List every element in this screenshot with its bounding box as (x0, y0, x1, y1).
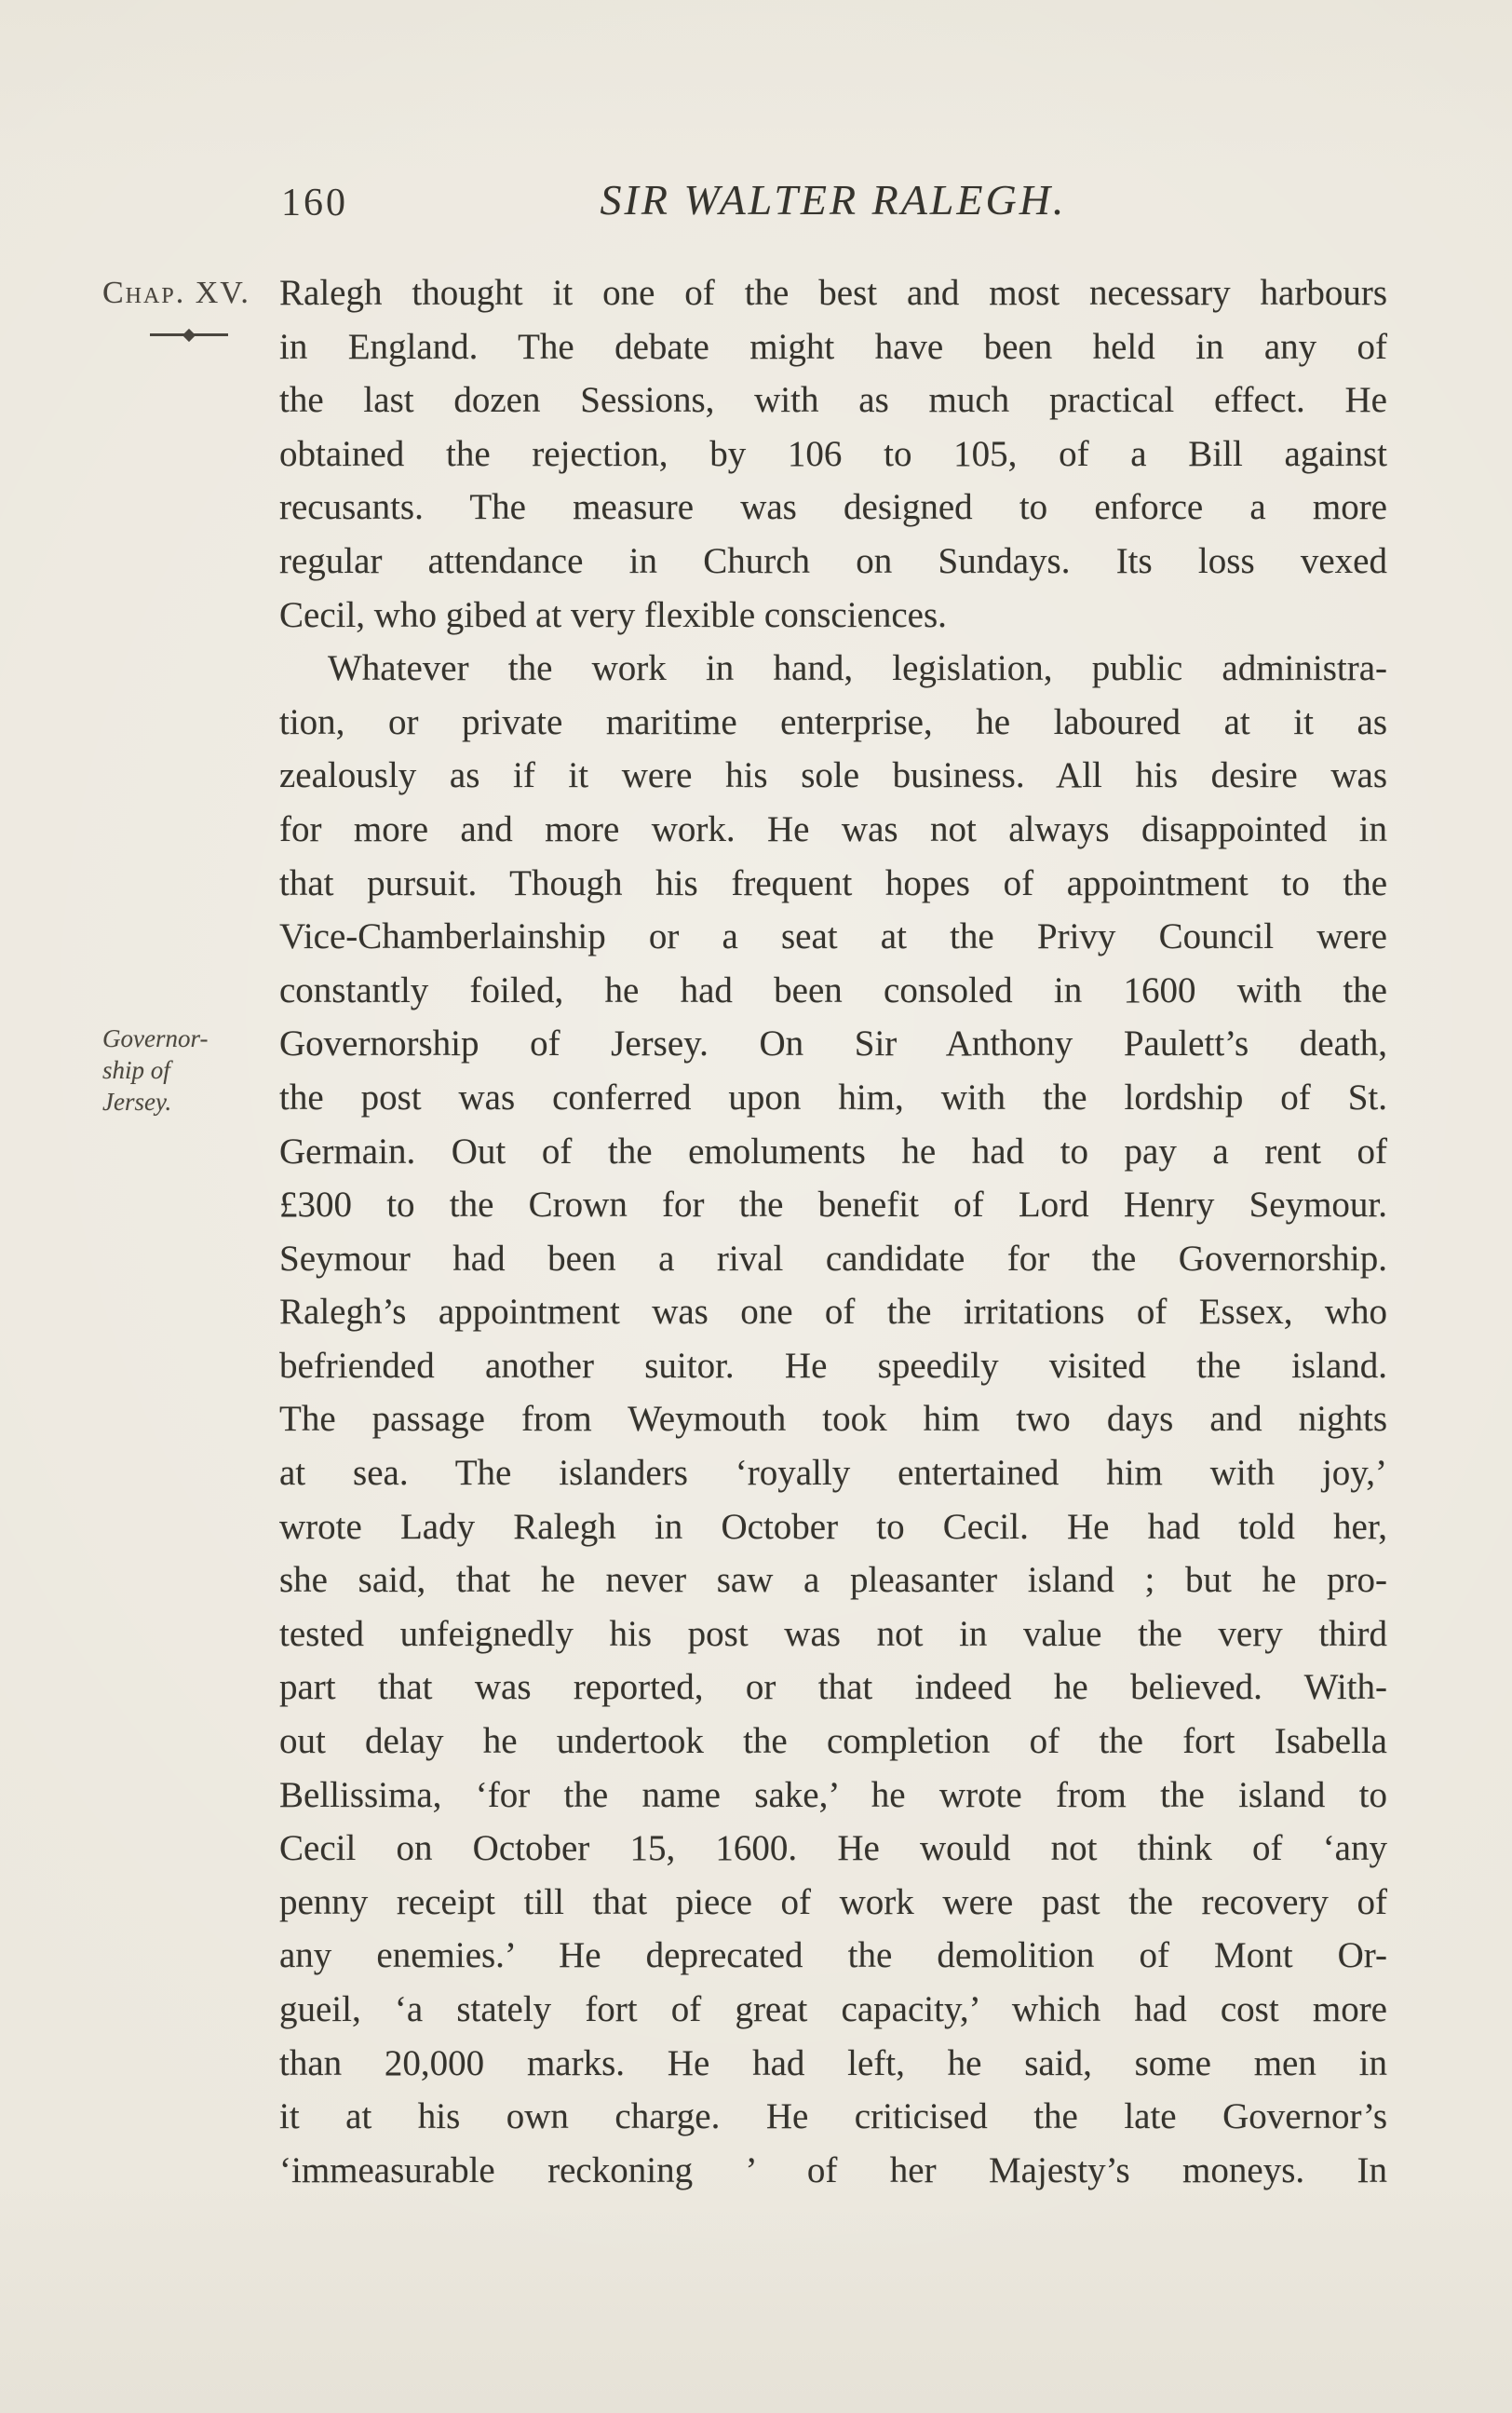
body-line: obtained the rejection, by 106 to 105, of a Bill against (279, 433, 1387, 474)
body-line: the post was conferred upon him, with the lordship of St. (279, 1077, 1387, 1118)
body-line: in England. The debate might have been held in any of (279, 326, 1387, 367)
body-text (279, 266, 1387, 2197)
body-line: she said, that he never saw a pleasanter island ; but he pro- (279, 1560, 1387, 1601)
body-line: befriended another suitor. He speedily visited the island. (279, 1345, 1387, 1386)
page-number: 160 (281, 182, 348, 224)
margin-note-governorship (102, 1023, 272, 1118)
body-line: recusants. The measure was designed to enforce a more (279, 487, 1387, 528)
body-line: than 20,000 marks. He had left, he said, some men in (279, 2042, 1387, 2083)
body-line: Ralegh thought it one of the best and most necessary harbours (279, 273, 1387, 313)
body-line: The passage from Weymouth took him two days and nights (279, 1399, 1387, 1440)
body-line: ‘immeasurable reckoning ’ of her Majesty’s moneys. In (279, 2149, 1387, 2190)
body-line: any enemies.’ He deprecated the demolition of Mont Or- (279, 1935, 1387, 1976)
body-line: it at his own charge. He criticised the late Governor’s (279, 2096, 1387, 2137)
body-line: at sea. The islanders ‘royally entertained him with joy,’ (279, 1453, 1387, 1494)
body-line: Germain. Out of the emoluments he had to pay a rent of (279, 1131, 1387, 1172)
body-line: Bellissima, ‘for the name sake,’ he wrote from the island to (279, 1774, 1387, 1815)
body-line: out delay he undertook the completion of the fort Isabella (279, 1721, 1387, 1762)
body-line: gueil, ‘a stately fort of great capacity,’ which had cost more (279, 1989, 1387, 2029)
chapter-label: Chap. XV. (102, 276, 250, 310)
chapter-divider-ornament-icon (150, 333, 228, 336)
body-line: Ralegh’s appointment was one of the irritations of Essex, who (279, 1292, 1387, 1333)
body-line: regular attendance in Church on Sundays. Its loss vexed (279, 540, 1387, 581)
body-line: penny receipt till that piece of work were past the recovery of (279, 1881, 1387, 1922)
body-line: that pursuit. Though his frequent hopes of appointment to the (279, 862, 1387, 903)
margin-note-line: Jersey. (102, 1088, 172, 1116)
running-head (279, 175, 1387, 235)
margin-note-chapter (102, 276, 276, 336)
body-line: Governorship of Jersey. On Sir Anthony Paulett’s death, (279, 1023, 1387, 1064)
body-line: the last dozen Sessions, with as much practical effect. He (279, 380, 1387, 421)
body-line: constantly foiled, he had been consoled in 1600 with the (279, 969, 1387, 1010)
body-line: £300 to the Crown for the benefit of Lord Henry Seymour. (279, 1185, 1387, 1226)
margin-note-line: Governor- (102, 1024, 209, 1052)
body-line: tion, or private maritime enterprise, he laboured at it as (279, 701, 1387, 742)
body-line: Cecil, who gibed at very flexible consciences. (279, 594, 947, 635)
body-line: tested unfeignedly his post was not in value the very third (279, 1613, 1387, 1654)
body-line: for more and more work. He was not always disappointed in (279, 808, 1387, 849)
body-line: Seymour had been a rival candidate for the Governorship. (279, 1238, 1387, 1279)
body-line: Cecil on October 15, 1600. He would not think of ‘any (279, 1828, 1387, 1869)
running-title: SIR WALTER RALEGH. (600, 176, 1067, 224)
margin-note-line: ship of (102, 1056, 170, 1084)
body-line: Whatever the work in hand, legislation, public administra- (328, 648, 1387, 689)
body-line: wrote Lady Ralegh in October to Cecil. He had told her, (279, 1506, 1387, 1547)
body-line: zealously as if it were his sole business. All his desire was (279, 755, 1387, 796)
body-line: Vice-Chamberlainship or a seat at the Privy Council were (279, 916, 1387, 957)
body-line: part that was reported, or that indeed he believed. With- (279, 1667, 1387, 1708)
